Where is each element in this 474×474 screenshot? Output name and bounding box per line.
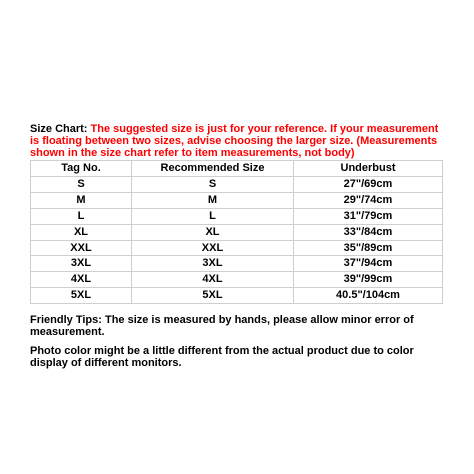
size-chart-label: Size Chart: [30,123,91,135]
cell-tag-no: L [31,208,132,224]
photo-color-note: Photo color might be a little different from the actual product due to color display of different monitors. [30,345,414,370]
cell-recommended-size: S [132,176,294,192]
table-row [31,240,443,256]
cell-recommended-size: 3XL [132,256,294,272]
cell-underbust: 27"/69cm [294,176,443,192]
cell-recommended-size: XXL [132,240,294,256]
cell-tag-no: XXL [31,240,132,256]
table-row [31,224,443,240]
size-chart-intro [30,123,445,159]
cell-recommended-size: 5XL [132,288,294,304]
cell-tag-no: M [31,192,132,208]
cell-tag-no: 4XL [31,272,132,288]
size-chart-section [30,123,445,369]
table-row [31,288,443,304]
cell-recommended-size: M [132,192,294,208]
header-tag-no: Tag No. [31,161,132,177]
table-row [31,272,443,288]
cell-underbust: 29"/74cm [294,192,443,208]
table-row [31,192,443,208]
size-table [30,160,443,304]
table-row [31,176,443,192]
table-header-row [31,161,443,177]
cell-underbust: 37"/94cm [294,256,443,272]
cell-recommended-size: XL [132,224,294,240]
cell-underbust: 40.5"/104cm [294,288,443,304]
cell-recommended-size: L [132,208,294,224]
size-advice-text: The suggested size is just for your reference. If your measurement is floating between two sizes, advise choosing the larger size. (Measurements shown in the size chart refer to item measurements, not body) [30,123,439,159]
cell-underbust: 39"/99cm [294,272,443,288]
header-recommended-size: Recommended Size [132,161,294,177]
cell-underbust: 35"/89cm [294,240,443,256]
table-row [31,256,443,272]
table-row [31,208,443,224]
header-underbust: Underbust [294,161,443,177]
cell-tag-no: 3XL [31,256,132,272]
cell-tag-no: 5XL [31,288,132,304]
cell-tag-no: XL [31,224,132,240]
friendly-tips-text: Friendly Tips: The size is measured by hands, please allow minor error of measurement. [30,314,414,339]
cell-tag-no: S [31,176,132,192]
cell-underbust: 33"/84cm [294,224,443,240]
cell-underbust: 31"/79cm [294,208,443,224]
cell-recommended-size: 4XL [132,272,294,288]
